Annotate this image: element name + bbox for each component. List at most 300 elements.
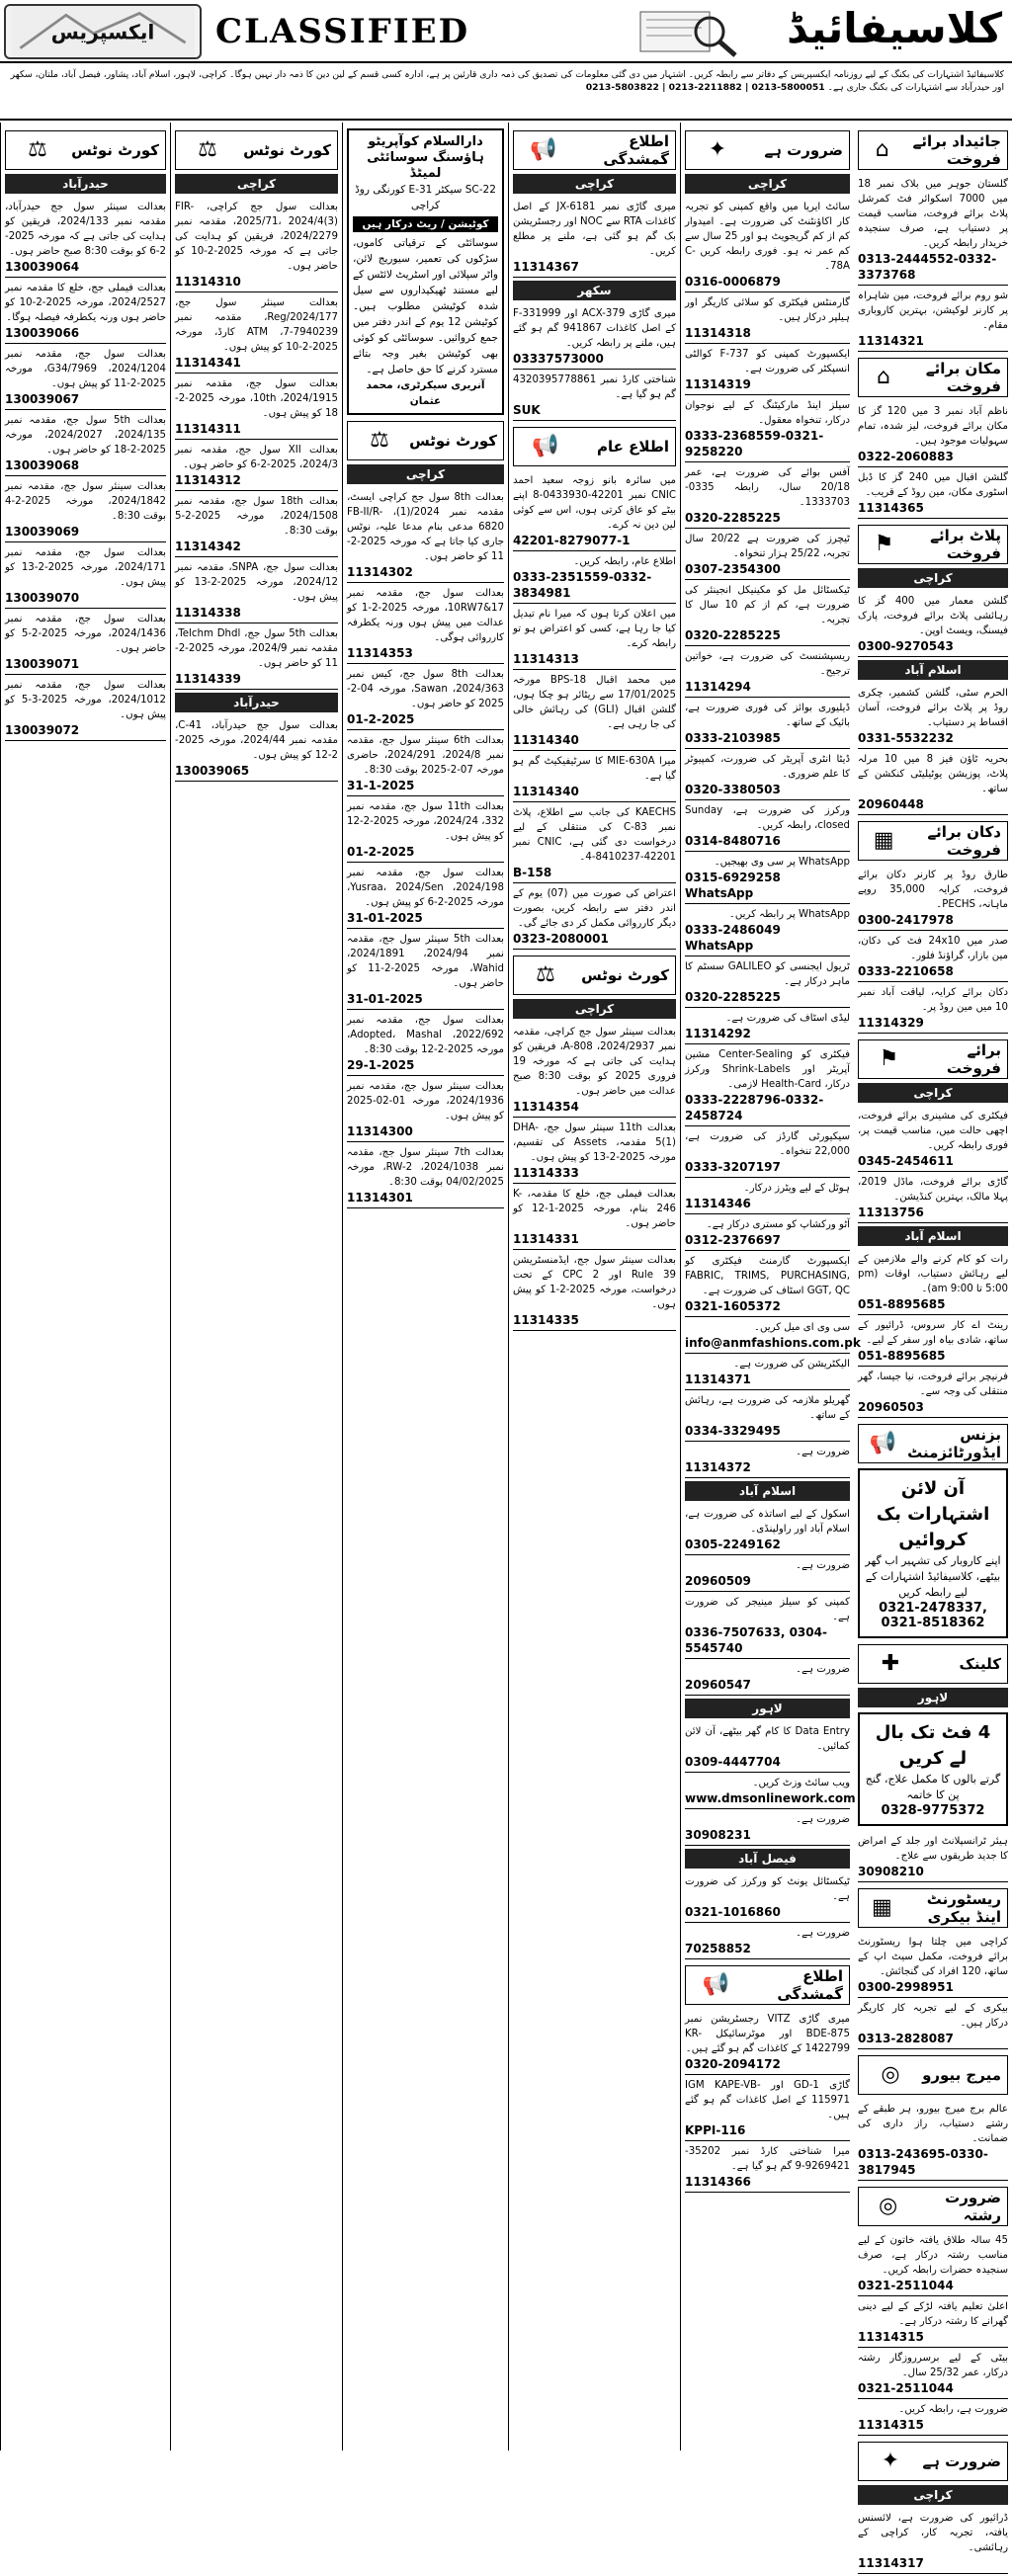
ad-contact-number: 0312-2376697 [685,1233,781,1247]
classified-ad [513,670,676,751]
tender-notice [347,128,504,415]
ad-text: بعدالت سینئر سول جج، ایڈمنسٹریشن 39 Rule اور 2 CPC کے تحت درخواست، مورخہ 2025-2-1 کو پیش ہوں۔ [513,1255,676,1310]
ad-text: ناظم آباد نمبر 3 میں 120 گز کا مکان برائے فروخت، لیز شدہ، تمام سہولیات موجود ہیں۔ [858,406,1008,447]
category-header [175,130,338,170]
ad-contact-number: 30908231 [685,1828,751,1842]
category-title: بزنس ایڈورٹائزمنٹ [907,1426,1001,1461]
classified-ad [685,1442,850,1478]
category-header [858,2187,1008,2226]
ad-text: اعتراض کی صورت میں (07) یوم کے اندر دفتر سے رابطہ کریں، بصورت دیگر کارروائی مکمل کر دی جائے گی۔ [513,888,676,929]
category-title: دکان برائے فروخت [927,823,1001,859]
classified-ad [858,1998,1008,2049]
notice-text: کلاسیفائیڈ اشتہارات کی بکنگ کے لیے روزنامہ ایکسپریس کے دفاتر سے رابطہ کریں۔ اشتہار میں دی گئی معلومات کی تصدیق کی ذمہ داری قارئین پر ہے، ادارہ کسی قسم کے لین دین کا ذمہ دار نہیں ہوگا۔ کراچی، لاہور، اسلام آباد، پشاور، فیصل آباد، ملتان، سکھر اور حیدرآباد سے اشتہارات کی بکنگ جاری ہے۔ [10,69,1004,93]
classified-ad [5,476,166,542]
classified-ad [685,1214,850,1251]
classified-ad [858,467,1008,519]
category-title: ضرورت ہے [922,2452,1001,2470]
ad-text: بعدالت سینئر سول جج حیدرآباد، مقدمہ نمبر 2024/133، فریقین کو ہدایت کی جاتی ہے کہ مورخہ 2025-2-6 کو بوقت 8:30 صبح حاضر ہوں۔ [5,202,166,257]
classified-ad [513,1022,676,1118]
city-header: حیدرآباد [5,174,166,194]
classified-ad [858,1172,1008,1223]
category-header [858,525,1008,564]
classified-ad [685,698,850,749]
ad-contact-number: 11314341 [175,356,241,370]
ad-contact-number: 051-8895685 [858,1349,946,1363]
ad-text: ایکسپورٹ کمپنی کو F-737 کوالٹی انسپکٹر کی ضرورت ہے۔ [685,349,850,374]
classified-ad [685,904,850,956]
column-content [1,123,170,743]
ad-text: فرنیچر برائے فروخت، نیا جیسا، گھر منتقلی کی وجہ سے۔ [858,1371,1008,1397]
ad-contact-number: 11314319 [685,377,751,391]
category-title: ضرورت رشتہ [945,2189,1001,2224]
ad-text: لیڈی اسٹاف کی ضرورت ہے۔ [725,1013,850,1024]
ad-text: گلشن معمار میں 400 گز کا رہائشی پلاٹ برائے فروخت، پارک فیسنگ، ویسٹ اوپن۔ [858,596,1009,636]
ad-contact-number: 11314315 [858,2418,924,2432]
ad-text: بعدالت سول جج، مقدمہ نمبر 2024/1012، مورخہ 2025-3-5 کو پیش ہوں۔ [5,680,167,720]
ad-contact-number: 0313-243695-0330-3817945 [858,2147,988,2177]
classified-ad [858,591,1008,657]
ad-text: بعدالت سول جج، مقدمہ نمبر 2024/1436، مورخہ 2025-2-5 کو حاضر ہوں۔ [5,614,167,654]
classified-ad [685,1721,850,1773]
column-content [343,123,508,1210]
shop-icon: ▦ [873,828,894,853]
ad-text: بحریہ ٹاؤن فیز 8 میں 10 مرلہ پلاٹ، پوزیشن یوٹیلیٹی کنکشن کے ساتھ۔ [858,754,1009,794]
court-icon: ⚖ [536,962,555,987]
ad-text: گھریلو ملازمہ کی ضرورت ہے، رہائش کے ساتھ۔ [685,1395,850,1421]
classified-ad [858,1315,1008,1367]
ad-text: آفس بوائے کی ضرورت ہے، عمر 20/18 سال، رابطہ 0335-1333703۔ [685,467,850,508]
display-ad-number: 0321-2478337, 0321-8518362 [879,1601,987,1630]
ad-contact-number: 20960503 [858,1400,924,1414]
ad-text: شناختی کارڈ نمبر 4320395778861 گم ہو گیا ہے۔ [513,374,676,400]
ring-icon: ◎ [878,2194,898,2218]
classified-ad [685,749,850,800]
classified-ad [858,401,1008,467]
ad-text: سی وی ای میل کریں۔ [754,1322,850,1333]
ad-contact-number: 42201-8279077-1 [513,534,631,547]
ad-text: بعدالت 6th سینئر سول جج، مقدمہ نمبر 2024/8، 2024/291، حاضری مورخہ 07-2-2025 بوقت 8:30۔ [347,735,504,776]
city-header: لاہور [858,1688,1008,1707]
ad-text: ڈیلیوری بوائز کی فوری ضرورت ہے، بائیک کے ساتھ۔ [685,703,850,728]
ad-text: بعدالت 5th سول جج، Telchm Dhdl، مقدمہ نمبر 2024/9، مورخہ 2025-2-11 کو حاضر ہوں۔ [175,628,338,669]
classified-ad [685,800,850,852]
ad-text: بعدالت 5th سول جج، مقدمہ نمبر 2024/135، 2024/2027، مورخہ 2025-2-18 کو حاضر ہوں۔ [5,415,167,456]
ad-contact-number: 31-1-2025 [347,779,415,792]
classified-ad [858,174,1008,286]
sale-icon: ⚑ [879,1046,899,1071]
classified-ad [685,956,850,1008]
classified-ad [347,796,504,863]
ad-contact-number: 11314340 [513,733,579,747]
city-header: کراچی [685,174,850,194]
ad-text: ضرورت ہے۔ [796,1814,850,1825]
ad-text: میں سائرہ بانو زوجہ سعید احمد CNIC نمبر 42201-0433930-8 اپنے بیٹے کو عاق کرتی ہوں، اس سے کوئی لین دین نہ کرے۔ [513,475,676,531]
category-header [858,130,1008,170]
classified-ad [858,1367,1008,1418]
ad-contact-number: info@anmfashions.com.pk [685,1336,861,1350]
classified-ad [5,609,166,675]
ad-contact-number: 30908210 [858,1865,924,1878]
ad-contact-number: 11314354 [513,1100,579,1114]
ad-text: بعدالت 5th سینئر سول جج، مقدمہ نمبر 2024/94، 2024/1891، Wahid، مورخہ 2025-2-11 کو حاضر ہوں۔ [347,934,504,989]
logo-art [6,6,200,57]
classified-ad [513,883,676,950]
classified-ad [858,1106,1008,1172]
ad-text: ٹیکسٹائل یونٹ کو ورکرز کی ضرورت ہے۔ [685,1876,850,1902]
city-header: کراچی [513,999,676,1019]
ad-text: بعدالت سینئر سول جج، مقدمہ نمبر 2024/1936، مورخہ 01-02-2025 کو پیش ہوں۔ [347,1081,504,1122]
page-title-en: CLASSIFIED [215,12,470,51]
classified-ad [685,1178,850,1214]
court-icon: ⚖ [370,428,389,453]
category-header [513,130,676,170]
ad-contact-number: 11314313 [513,652,579,666]
ad-text: بعدالت 7th سینئر سول جج، مقدمہ نمبر 2024/1038، RW-2، مورخہ 04/02/2025 بوقت 8:30۔ [347,1147,505,1188]
ad-text: ایکسپورٹ گارمنٹ فیکٹری کو FABRIC, TRIMS, PURCHASING, GGT, QC اسٹاف کی ضرورت ہے۔ [685,1256,850,1296]
category-header [858,2442,1008,2481]
classified-ad [685,1809,850,1846]
ad-text: گاڑی GD-1 اور IGM KAPE-VB-115971 کے اصل کاغذات گم ہو گئے ہیں۔ [685,2080,850,2120]
ad-contact-number: 11314331 [513,1232,579,1246]
ad-text: میرا شناختی کارڈ نمبر 35202-9269421-9 گم ہو گیا ہے۔ [685,2146,850,2172]
ad-contact-number: 11314312 [175,473,241,487]
category-header [347,421,504,460]
express-logo [4,4,202,59]
classified-ad [347,664,504,730]
need-icon: ✦ [881,2449,900,2473]
ad-text: میری گاڑی VITZ رجسٹریشن نمبر BDE-875 اور موٹرسائیکل KR-1422799 کے کاغذات گم ہو گئے ہیں۔ [685,2014,850,2054]
ad-contact-number: 11314321 [858,334,924,348]
classified-ad [685,1504,850,1555]
ad-text: WhatsApp پر رابطہ کریں۔ [728,909,850,920]
ad-contact-number: 01-2-2025 [347,712,415,726]
ad-text: ضرورت ہے۔ [796,1447,850,1457]
ad-text: گارمنٹس فیکٹری کو سلائی کاریگر اور ہیلپر درکار ہیں۔ [685,297,850,323]
ad-text: اطلاع عام، رابطہ کریں۔ [573,556,676,567]
ad-text: بعدالت XII سول جج، مقدمہ نمبر 2024/3، 2025-2-6 کو حاضر ہوں۔ [175,445,338,470]
category-title: کلینک [959,1655,1001,1673]
ad-contact-number: 11314292 [685,1027,751,1040]
ad-text: میں اعلان کرتا ہوں کہ میرا نام تبدیل کیا جا رہا ہے، کسی کو اعتراض ہو تو رابطہ کرے۔ [513,609,676,649]
classified-ad [858,865,1008,931]
ad-contact-number: 0305-2249162 [685,1537,781,1551]
column-content [509,123,680,1333]
display-ad [858,1468,1008,1638]
classified-ad [685,580,850,646]
ad-contact-number: 0320-2285225 [685,990,781,1004]
classified-ad [685,1044,850,1126]
ad-contact-number: B-158 [513,866,552,879]
ad-contact-number: 0313-2828087 [858,2032,954,2045]
classified-ad [858,749,1008,815]
ad-contact-number: 130039068 [5,458,80,472]
city-header: حیدرآباد [175,693,338,712]
category-title: اطلاع گمشدگی [603,132,669,168]
ring-icon: ◎ [881,2062,900,2087]
classified-ad [858,2508,1008,2574]
tender-heading: کوٹیشن / ریٹ درکار ہیں [353,216,498,232]
category-title: برائے فروخت [946,1041,1001,1077]
ad-contact-number: 0331-5532232 [858,731,954,745]
notice-phones: 0213-5803822 | 0213-2211882 | 0213-5800051 [585,82,825,93]
ad-text: میری گاڑی ACX-379 اور F-331999 کے اصل کاغذات 941867 گم ہو گئے ہیں، ملنے پر رابطہ کریں۔ [513,308,676,349]
category-header [513,956,676,995]
ad-contact-number: 0336-7507633, 0304-5545740 [685,1625,827,1655]
ad-contact-number: 0334-3329495 [685,1424,781,1438]
ad-contact-number: 11314302 [347,565,413,579]
city-header: اسلام آباد [858,1226,1008,1246]
megaphone-icon: 📢 [530,137,557,162]
ad-contact-number: 11314329 [858,1016,924,1030]
ad-contact-number: 20960509 [685,1574,751,1588]
ad-text: بعدالت سول جج، مقدمہ نمبر 2024/1915، 10th، مورخہ 2025-2-18 کو پیش ہوں۔ [175,378,339,419]
booking-notice [0,65,1012,121]
ad-contact-number: 0333-3207197 [685,1160,781,1174]
ad-contact-number: 0300-9270543 [858,639,954,653]
classified-ad [685,2141,850,2193]
ad-text: فیکٹری کو Center-Sealing مشین آپریٹر اور Shrink-Labels ورکرز درکار، Health-Card لازمی۔ [685,1049,850,1090]
classified-ad [5,542,166,609]
ad-contact-number: 11314367 [513,260,579,274]
classified-ad [175,374,338,440]
column-content [681,123,861,2195]
ad-text: ضرورت ہے، رابطہ کریں۔ [898,2404,1008,2415]
ad-text: بعدالت سول جج، مقدمہ نمبر 2024/198، Yusraa، 2024/Sen، مورخہ 2025-2-6 کو پیش ہوں۔ [347,868,504,908]
ad-text: بعدالت 8th سول جج کراچی ایسٹ، مقدمہ نمبر 2024/(1)، FB-II/R-6820 مدعی بنام مدعا علیہ، نوٹس جاری کیا جاتا ہے کہ مورخہ 2025-2-11 کو حاضر ہوں۔ [347,492,504,562]
court-icon: ⚖ [198,137,217,162]
ad-contact-number: 0321-2511044 [858,2279,954,2292]
ad-contact-number: 130039070 [5,591,80,605]
city-header: اسلام آباد [858,660,1008,680]
ad-text: بیکری کے لیے تجربہ کار کاریگر درکار ہیں۔ [858,2003,1008,2029]
classified-ad [513,1250,676,1331]
classified-ad [347,1076,504,1142]
classified-ad [685,1354,850,1390]
classified-ad [858,2296,1008,2348]
display-ad-subtitle: اپنے کاروبار کی تشہیر اب گھر بیٹھے، کلاسیفائیڈ اشتہارات کے لیے رابطہ کریں [865,1554,1001,1599]
category-header [858,1888,1008,1928]
classified-ad [858,683,1008,749]
category-header [858,1039,1008,1079]
category-title: ریسٹورنٹ اینڈ بیکری [926,1890,1001,1926]
classified-ad [347,487,504,583]
ad-text: بعدالت 8th سول جج، کیس نمبر 2024/363، Sawan، مورخہ 04-2-2025 کو حاضر ہوں۔ [347,669,505,709]
ad-contact-number: 130039069 [5,525,80,539]
ad-text: رات کو کام کرنے والے ملازمین کے لیے رہائش دستیاب، اوقات (pm 5:00 تا am 9:00)۔ [858,1254,1008,1294]
ad-text: Data Entry کا کام گھر بیٹھے، آن لائن کمائیں۔ [685,1726,850,1752]
ad-contact-number: 29-1-2025 [347,1058,415,1072]
logo-text: ایکسپریس [50,20,155,44]
ad-contact-number: 130039072 [5,723,80,737]
category-title: جائیداد برائے فروخت [912,132,1001,168]
ad-text: KAECHS کی جانب سے اطلاع، پلاٹ نمبر C-83 کی منتقلی کے لیے درخواست دی گئی ہے، CNIC نمبر 42201-8410237-4۔ [513,807,676,863]
classified-ad [685,852,850,904]
ad-text: ریسپشنسٹ کی ضرورت ہے، خواتین ترجیح۔ [685,651,850,677]
classified-ad [685,1659,850,1696]
ad-text: الحرم سٹی، گلشن کشمیر، چکری روڈ پر پلاٹ برائے فروخت، آسان اقساط پر دستیاب۔ [858,688,1008,728]
ad-contact-number: 11314340 [513,785,579,798]
ad-text: ورکرز کی ضرورت ہے، Sunday closed، رابطہ کریں۔ [685,805,850,831]
classified-ad [685,1871,850,1923]
classified-ad [513,1184,676,1250]
ad-contact-number: 11314353 [347,646,413,660]
ad-text: ہیئر ٹرانسپلانٹ اور جلد کے امراض کا جدید طریقوں سے علاج۔ [858,1836,1008,1862]
sale-icon: ⚑ [874,532,894,556]
classified-ad [685,344,850,395]
shop-icon: ▦ [871,1895,892,1920]
ad-text: بعدالت 11th سینئر سول جج، DHA-5(1) مقدمہ، Assets کی تقسیم، مورخہ 2025-2-13 کو پیش ہوں۔ [513,1122,676,1163]
ad-contact-number: 051-8895685 [858,1297,946,1311]
classified-ad [347,929,504,1010]
classified-ad [858,1249,1008,1315]
classified-ad [685,292,850,344]
classified-ad [858,931,1008,982]
classified-ad [5,410,166,476]
ad-text: بعدالت سول جج، مقدمہ نمبر 2022/692، Adopted، Mashal، مورخہ 2025-2-12 بوقت 8:30۔ [347,1015,504,1055]
city-header: کراچی [858,2485,1008,2505]
ad-contact-number: 0316-0006879 [685,275,781,289]
ad-contact-number: 11314311 [175,422,241,436]
category-title: اطلاع گمشدگی [777,1967,843,2003]
classified-ad [513,1118,676,1184]
magnifier-icon [632,6,741,57]
ad-contact-number: 130039067 [5,392,80,406]
ad-contact-number: 130039071 [5,657,80,671]
category-title: ضرورت ہے [764,141,843,159]
classified-ad [685,1251,850,1317]
ad-text: بعدالت 11th سول جج، مقدمہ نمبر 332، 2024/24، مورخہ 2025-2-12 کو پیش ہوں۔ [347,801,505,842]
category-title: کورٹ نوٹس [71,141,159,159]
ad-contact-number: 0320-3380503 [685,783,781,796]
classified-ad [685,395,850,462]
ad-text: بعدالت سول جج، مقدمہ نمبر 2024/171، مورخہ 2025-2-13 کو پیش ہوں۔ [5,547,167,588]
ad-contact-number: 11314342 [175,540,241,553]
column-2 [680,123,861,2451]
ad-contact-number: 11314333 [513,1166,579,1180]
ad-text: بعدالت فیملی جج، خلع کا مقدمہ نمبر 2024/2527، مورخہ 2025-2-10 کو حاضر ہوں ورنہ یکطرفہ فیصلہ ہوگا۔ [5,283,166,323]
ad-contact-number: 0300-2998951 [858,1980,954,1994]
ad-contact-number: 130039065 [175,764,250,778]
city-header: سکھر [513,281,676,300]
column-3 [508,123,680,2451]
ad-contact-number: 11314318 [685,326,751,340]
classified-ad [513,370,676,421]
ad-text: گلشن اقبال میں 240 گز کا ڈبل اسٹوری مکان، مین روڈ کے قریب۔ [858,472,1008,498]
ad-text: ضرورت ہے۔ [796,1664,850,1675]
classified-ad [858,2099,1008,2181]
ad-text: طارق روڈ پر کارنر دکان برائے فروخت، کرایہ 35,000 روپے ماہانہ، PECHS۔ [858,870,1008,910]
category-header [858,1644,1008,1684]
classified-ad [5,278,166,344]
ad-text: میری گاڑی نمبر JX-6181 کے اصل کاغذات RTA سے NOC اور رجسٹریشن بک گم ہو گئی ہے، ملنے پر مطلع کریں۔ [513,202,677,257]
ad-text: گاڑی برائے فروخت، ماڈل 2019، پہلا مالک، بہترین کنڈیشن۔ [858,1177,1008,1203]
ad-contact-number: 0323-2080001 [513,932,609,946]
house-icon: ⌂ [875,137,889,162]
ad-contact-number: 11314346 [685,1197,751,1210]
ad-contact-number: 0315-6929258 WhatsApp [685,871,781,900]
ad-text: بعدالت سول جج حیدرآباد، C-41، مقدمہ نمبر 2024/44، مورخہ 2025-2-12 کو پیش ہوں۔ [175,720,338,761]
classified-ad [685,1390,850,1442]
city-header: کراچی [858,568,1008,588]
ad-text: WhatsApp پر سی وی بھیجیں۔ [714,857,850,868]
ad-text: ٹریول ایجنسی کو GALILEO سسٹم کا ماہر درکار ہے۔ [685,961,850,987]
tender-signature: آنریری سیکرٹری، محمد عثمان [366,379,485,407]
ad-contact-number: 11314338 [175,606,241,620]
category-title: کورٹ نوٹس [581,966,669,984]
category-header [858,1424,1008,1463]
ad-contact-number: 0321-1016860 [685,1905,781,1919]
ad-contact-number: 0320-2285225 [685,511,781,525]
ad-text: الیکٹریشن کی ضرورت ہے۔ [733,1359,850,1370]
ad-contact-number: 20960547 [685,1678,751,1692]
classified-ad [685,1317,861,1354]
clinic-icon: ✚ [881,1651,900,1676]
ad-text: ضرورت ہے۔ [796,1928,850,1939]
ad-contact-number: 0345-2454611 [858,1154,954,1168]
classified-ad [175,440,338,491]
classified-ad [685,646,850,698]
column-1 [854,123,1012,2570]
category-header [685,1965,850,2005]
ad-contact-number: 0333-2210658 [858,964,954,978]
ad-text: اعلیٰ تعلیم یافتہ لڑکے کے لیے دینی گھرانے کا رشتہ درکار ہے۔ [858,2301,1008,2327]
ad-contact-number: 01-2-2025 [347,845,415,859]
classified-ad [685,1923,850,1959]
ad-text: ضرورت ہے۔ [796,1560,850,1571]
ad-contact-number: 0313-2444552-0332-3373768 [858,252,997,282]
classified-ad [347,730,504,796]
display-ad-subtitle: گرتے بالوں کا مکمل علاج، گنج پن کا خاتمہ [865,1773,1001,1801]
classified-ad [685,197,850,292]
category-header [513,427,676,466]
classified-ad [347,1010,504,1076]
megaphone-icon: 📢 [702,1972,729,1997]
classified-ad [5,344,166,410]
classified-ad [858,982,1008,1034]
classified-ad [685,1773,856,1809]
ad-contact-number: 11314294 [685,680,751,694]
display-ad-number: 0328-9775372 [881,1803,985,1818]
ad-contact-number: 0307-2354300 [685,562,781,576]
ad-text: بعدالت سول جج کراچی، FIR-2025/71، 2024/4(3)، مقدمہ نمبر 2024/2279، فریقین کو ہدایت کی جاتی ہے کہ مورخہ 2025-2-10 کو حاضر ہوں۔ [175,202,338,272]
ad-text: کراچی میں چلتا ہوا ریسٹورنٹ برائے فروخت، مکمل سیٹ اپ کے ساتھ، 120 افراد کی گنجائش۔ [858,1937,1008,1977]
ad-text: بعدالت سول جج، مقدمہ نمبر 2024/1204، G34/7969، مورخہ 2025-2-11 کو پیش ہوں۔ [5,349,167,389]
ad-contact-number: 130039064 [5,260,80,274]
ad-contact-number: 0309-4447704 [685,1755,781,1769]
ad-contact-number: 11314315 [858,2330,924,2344]
column-5 [170,123,342,2451]
ad-text: بعدالت سینئر سول جج، Reg/2024/177، مقدمہ نمبر 7940239-7، ATM کارڈ، مورخہ 2025-2-10 کو پیش ہوں۔ [175,297,338,353]
ad-contact-number: 0322-2060883 [858,450,954,463]
ad-text: بیٹی کے لیے برسرروزگار رشتہ درکار، عمر 25/32 سال۔ [858,2353,1008,2378]
ad-text: دکان برائے کرایہ، لیاقت آباد نمبر 10 میں مین روڈ پر۔ [858,987,1008,1013]
classified-ad [175,557,338,623]
classified-ad [513,551,676,604]
ad-contact-number: 0321-2511044 [858,2381,954,2395]
ad-contact-number: 0333-2486049 WhatsApp [685,923,781,953]
ad-contact-number: 0333-2368559-0321-9258220 [685,429,824,458]
classified-ad [175,292,338,374]
ad-contact-number: 130039066 [5,326,80,340]
classified-ad [858,2399,1008,2436]
classified-ad [175,491,338,557]
ad-contact-number: 11314366 [685,2175,751,2189]
ad-contact-number: 11314300 [347,1124,413,1138]
page-title-ur: کلاسیفائیڈ [787,4,1002,52]
category-header [858,2055,1008,2095]
city-header: اسلام آباد [685,1481,850,1501]
ad-text: ڈرائیور کی ضرورت ہے، لائسنس یافتہ، تجربہ کار، کراچی کے رہائشی۔ [858,2513,1008,2553]
